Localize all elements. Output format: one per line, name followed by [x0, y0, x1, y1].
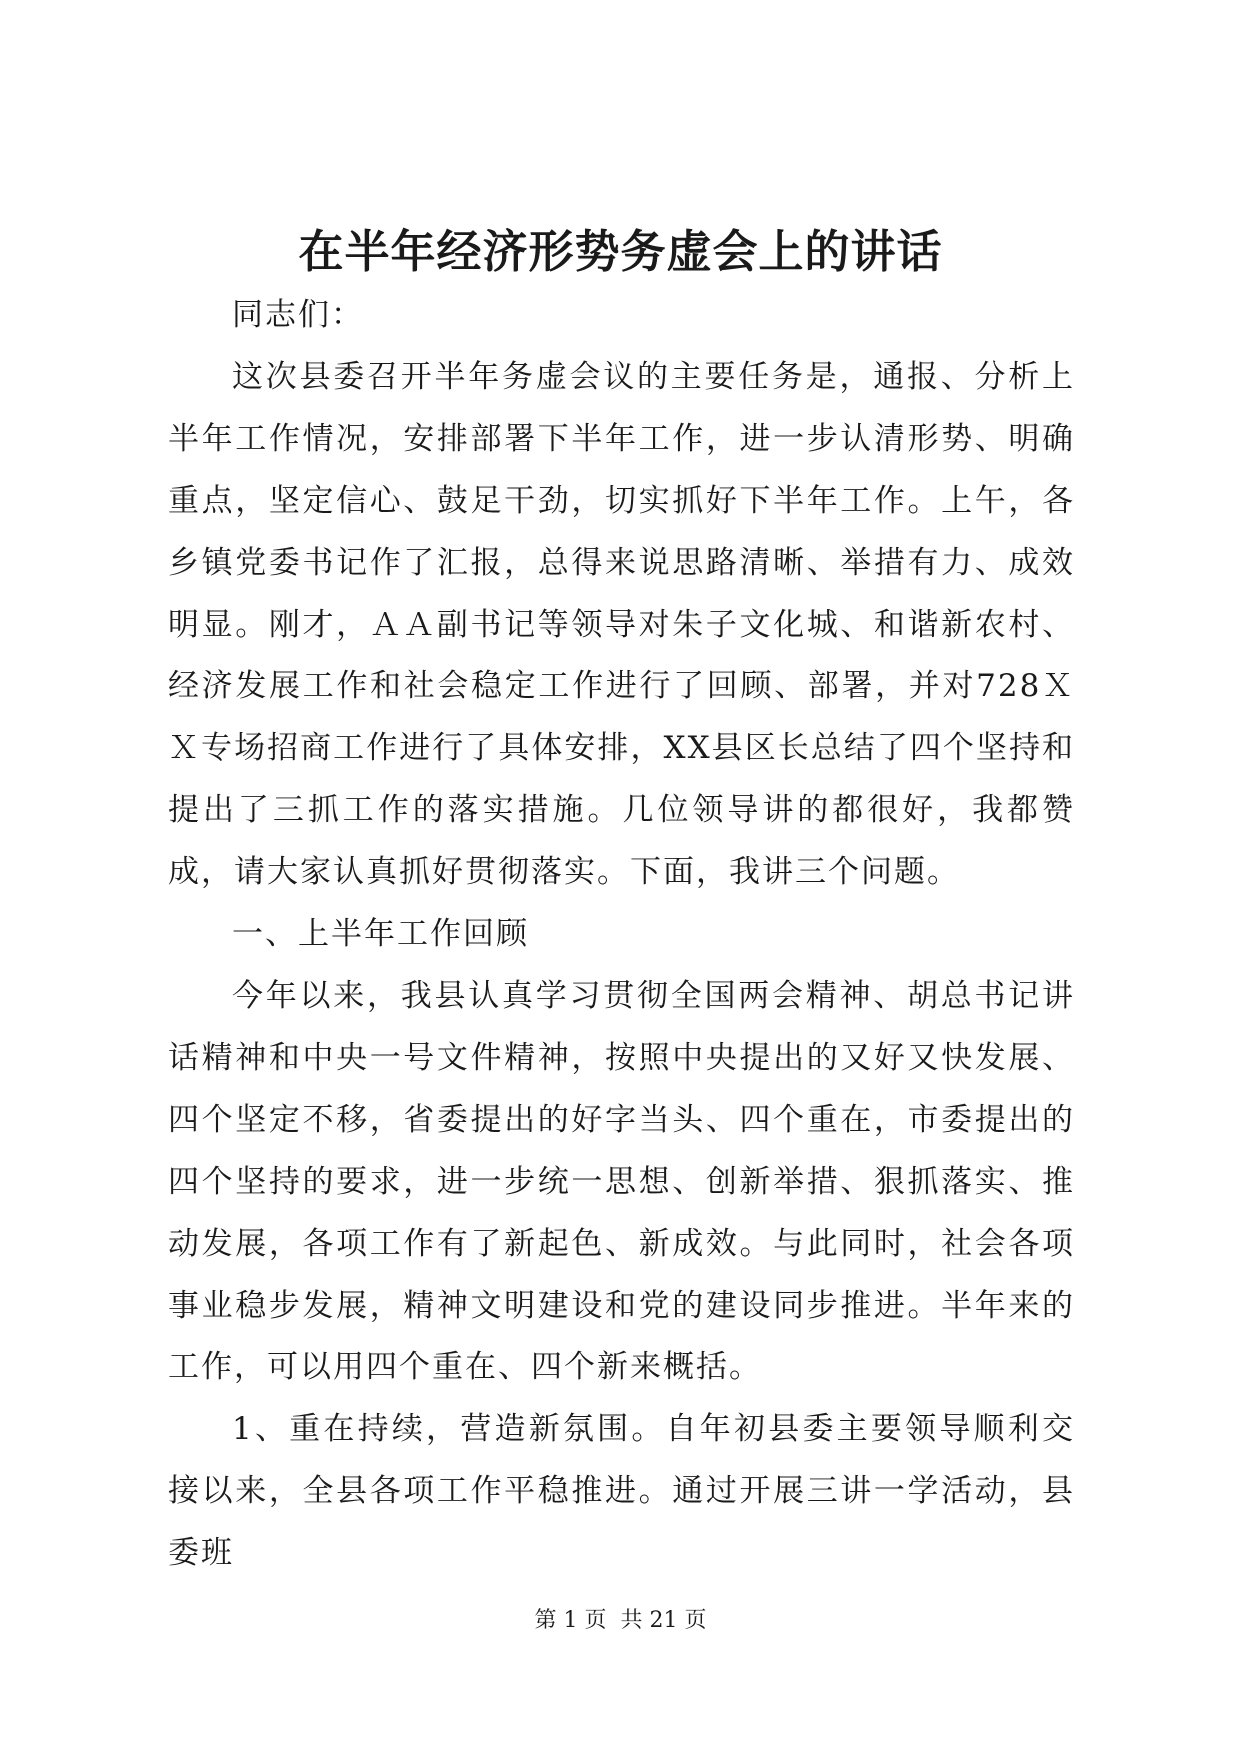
intro-paragraph: 这次县委召开半年务虚会议的主要任务是，通报、分析上半年工作情况，安排部署下半年工作，进一步认清形势、明确重点，坚定信心、鼓足干劲，切实抓好下半年工作。上午，各乡镇党委书记作了汇报，总得来说思路清晰、举措有力、成效明显。刚才，ＡＡ副书记等领导对朱子文化城、和谐新农村、经济发展工作和社会稳定工作进行了回顾、部署，并对728ＸＸ专场招商工作进行了具体安排，XX县区长总结了四个坚持和提出了三抓工作的落实措施。几位领导讲的都很好，我都赞成，请大家认真抓好贯彻落实。下面，我讲三个问题。: [168, 358, 1075, 891]
point-one-paragraph: 1、重在持续，营造新氛围。自年初县委主要领导顺利交接以来，全县各项工作平稳推进。通过开展三讲一学活动，县委班: [168, 1411, 1075, 1572]
review-paragraph: 今年以来，我县认真学习贯彻全国两会精神、胡总书记讲话精神和中央一号文件精神，按照中央提出的又好又快发展、四个坚定不移，省委提出的好字当头、四个重在，市委提出的四个坚持的要求，进一步统一思想、创新举措、狠抓落实、推动发展，各项工作有了新起色、新成效。与此同时，社会各项事业稳步发展，精神文明建设和党的建设同步推进。半年来的工作，可以用四个重在、四个新来概括。: [168, 977, 1075, 1386]
page-number-label: 第 1 页 共 21 页: [534, 1608, 707, 1633]
section-heading: 一、上半年工作回顾: [232, 916, 529, 953]
salutation-paragraph: 同志们：: [232, 297, 364, 333]
document-body: [168, 285, 1075, 1585]
document-title: 在半年经济形势务虚会上的讲话: [298, 225, 943, 278]
page-footer: [0, 1606, 1241, 1636]
